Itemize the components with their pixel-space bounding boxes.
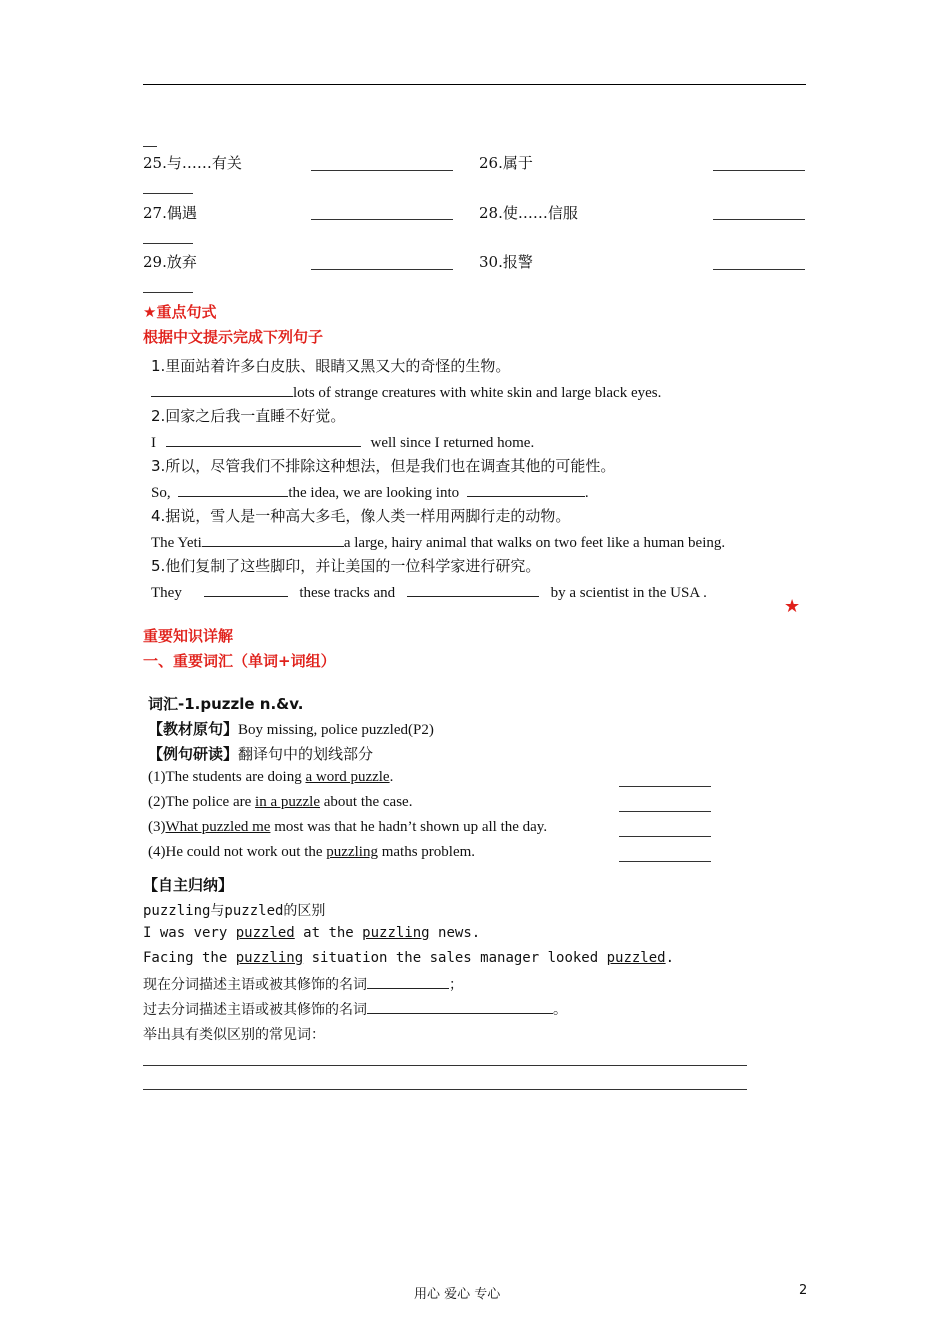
answer-blank[interactable]	[619, 836, 711, 837]
example-sentence: (4)He could not work out the puzzling maths problem.	[148, 844, 476, 860]
answer-blank-cont	[143, 193, 193, 194]
answer-blank[interactable]	[619, 861, 711, 862]
answer-line[interactable]	[143, 1089, 747, 1090]
header-rule	[143, 84, 806, 85]
answer-blank[interactable]	[166, 432, 361, 447]
section-instruction: 根据中文提示完成下列句子	[143, 328, 324, 346]
sentence-cn: 1.里面站着许多白皮肤、眼睛又黑又大的奇怪的生物。	[151, 357, 511, 375]
sentence-cn: 2.回家之后我一直睡不好觉。	[151, 407, 346, 425]
section-title: ★重点句式	[143, 303, 217, 321]
textbook-line: 【教材原句】Boy missing, police puzzled(P2)	[148, 720, 434, 738]
answer-blank[interactable]	[619, 811, 711, 812]
summary-common: 举出具有类似区别的常见词：	[143, 1027, 325, 1043]
section-title: 重要知识详解	[143, 627, 234, 645]
vocab-item: 28.使……信服	[479, 204, 578, 222]
summary-example: I was very puzzled at the puzzling news.	[143, 925, 481, 941]
stray-dash	[143, 146, 157, 147]
summary-label: 【自主归纳】	[143, 876, 234, 894]
section-subtitle: 一、重要词汇（单词+词组）	[143, 652, 336, 670]
answer-blank[interactable]	[151, 382, 293, 397]
answer-blank[interactable]	[407, 582, 539, 597]
vocab-item: 25.与……有关	[143, 154, 242, 172]
vocab-item: 29.放弃	[143, 253, 197, 271]
answer-blank[interactable]	[467, 482, 585, 497]
sentence-en: lots of strange creatures with white skin and large black eyes.	[151, 382, 661, 402]
page-number: 2	[799, 1283, 808, 1298]
answer-blank[interactable]	[713, 170, 805, 171]
example-sentence: (2)The police are in a puzzle about the case.	[148, 794, 413, 810]
sentence-en: The Yeti a large, hairy animal that walks on two feet like a human being.	[151, 532, 725, 552]
answer-blank[interactable]	[178, 482, 288, 497]
answer-blank[interactable]	[713, 269, 805, 270]
answer-blank[interactable]	[367, 999, 553, 1014]
vocab-item: 30.报警	[479, 253, 533, 271]
sentence-en: So, the idea, we are looking into .	[151, 482, 589, 502]
vocab-item: 27.偶遇	[143, 204, 197, 222]
sentence-cn: 3.所以，尽管我们不排除这种想法，但是我们也在调查其他的可能性。	[151, 457, 616, 475]
sentence-en: They these tracks and by a scientist in the USA .	[151, 582, 707, 602]
answer-blank[interactable]	[202, 532, 344, 547]
answer-blank-cont	[143, 243, 193, 244]
example-line: 【例句研读】翻译句中的划线部分	[148, 745, 374, 763]
star-icon: ★	[784, 596, 801, 617]
summary-example: Facing the puzzling situation the sales manager looked puzzled.	[143, 950, 675, 966]
example-sentence: (1)The students are doing a word puzzle.	[148, 769, 394, 785]
answer-blank[interactable]	[311, 269, 453, 270]
summary-past: 过去分词描述主语或被其修饰的名词 。	[143, 999, 567, 1019]
answer-blank[interactable]	[367, 974, 449, 989]
summary-present: 现在分词描述主语或被其修饰的名词 ；	[143, 974, 463, 994]
vocab-item: 26.属于	[479, 154, 533, 172]
answer-blank-cont	[143, 292, 193, 293]
answer-blank[interactable]	[713, 219, 805, 220]
sentence-cn: 4.据说，雪人是一种高大多毛，像人类一样用两脚行走的动物。	[151, 507, 571, 525]
answer-blank[interactable]	[311, 170, 453, 171]
example-sentence: (3)What puzzled me most was that he hadn’t shown up all the day.	[148, 819, 548, 835]
sentence-cn: 5.他们复制了这些脚印，并让美国的一位科学家进行研究。	[151, 557, 541, 575]
answer-blank[interactable]	[204, 582, 288, 597]
answer-line[interactable]	[143, 1065, 747, 1066]
footer-text: 用心 爱心 专心	[414, 1287, 501, 1302]
summary-line: puzzling与puzzled的区别	[143, 903, 326, 919]
answer-blank[interactable]	[619, 786, 711, 787]
answer-blank[interactable]	[311, 219, 453, 220]
sentence-en: I well since I returned home.	[151, 432, 534, 452]
vocab-heading: 词汇-1.puzzle n.&v.	[148, 695, 304, 713]
